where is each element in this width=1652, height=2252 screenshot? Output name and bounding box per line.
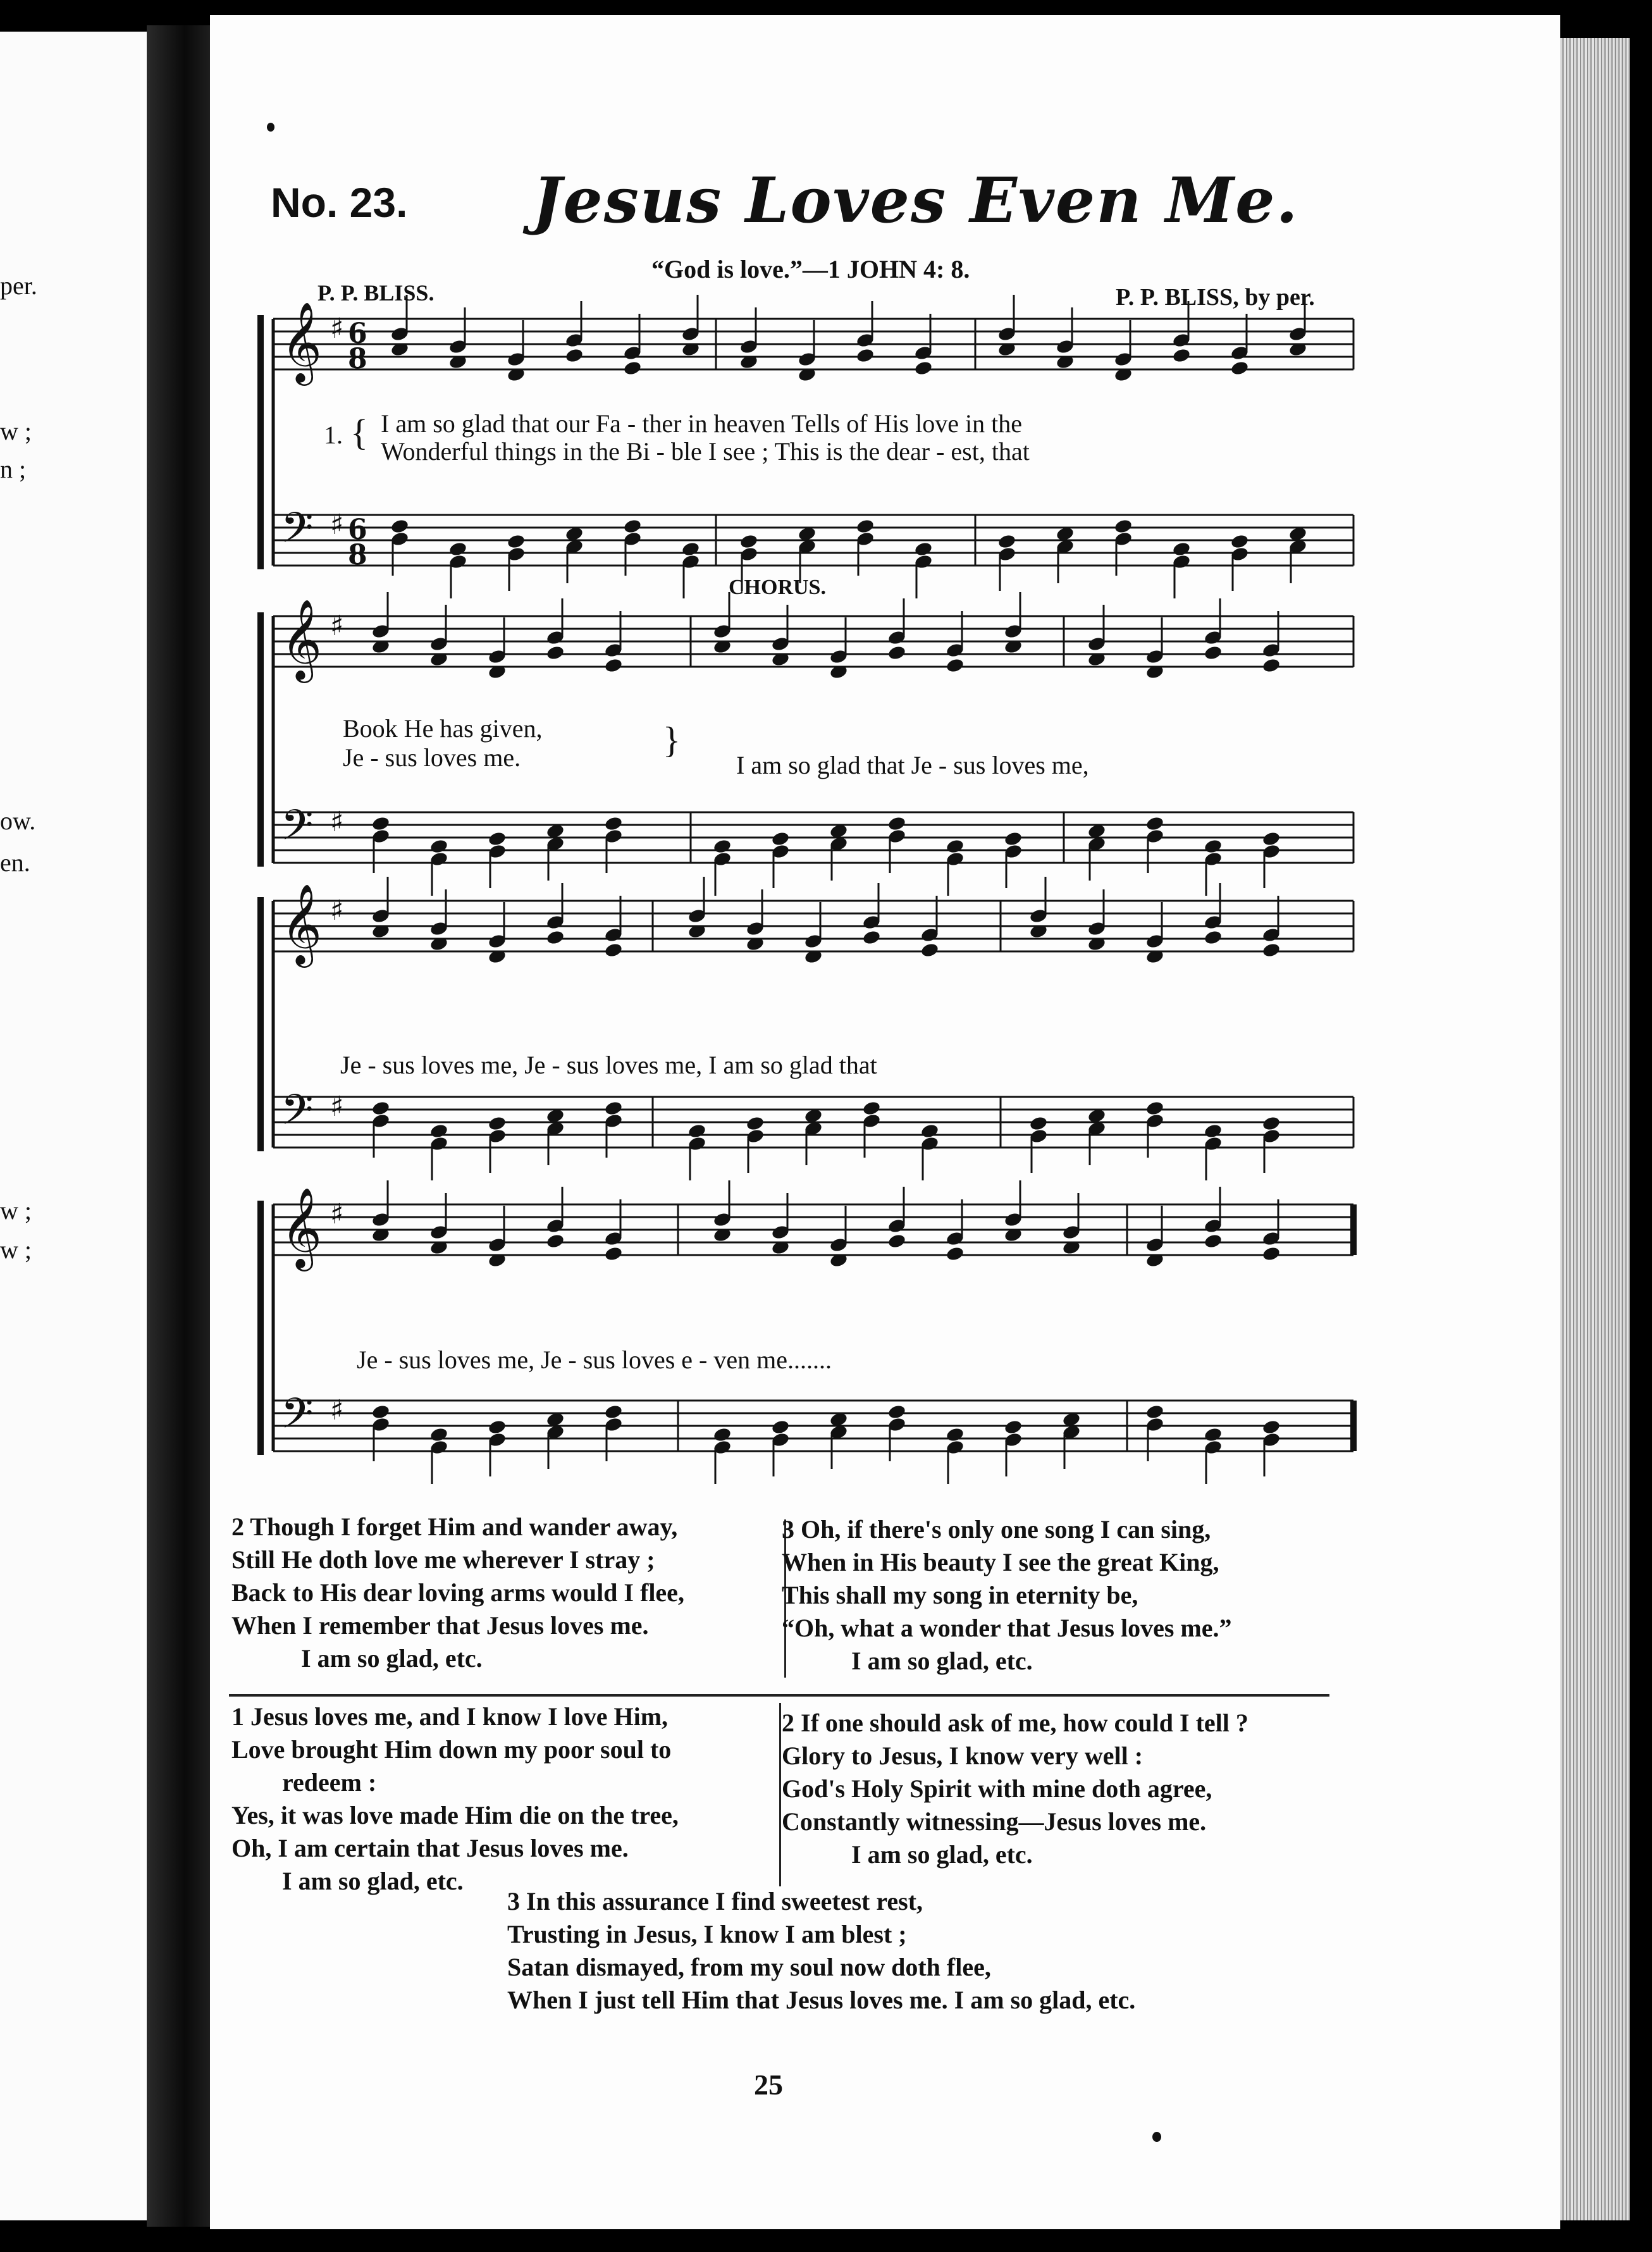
arranger-credit: P. P. BLISS, by per. bbox=[1116, 284, 1315, 311]
facing-page-fragment bbox=[0, 32, 147, 2220]
note-head bbox=[604, 815, 624, 832]
treble-clef: 𝄞 bbox=[281, 598, 323, 679]
note-head bbox=[771, 1419, 791, 1435]
note-head bbox=[371, 815, 391, 832]
note-head bbox=[681, 541, 701, 557]
stanza-line: Glory to Jesus, I know very well : bbox=[782, 1742, 1143, 1770]
note-head bbox=[1029, 1115, 1049, 1132]
note-head bbox=[1145, 1404, 1165, 1420]
lyric-line: Je - sus loves me, Je - sus loves me, I am so glad that bbox=[340, 1051, 877, 1079]
lyric-brace: } bbox=[663, 719, 681, 760]
note-head bbox=[1204, 645, 1223, 661]
stanza-line: When I remember that Jesus loves me. bbox=[231, 1611, 649, 1640]
fragment-text: per. bbox=[0, 271, 37, 300]
bass-clef: 𝄢 bbox=[281, 1086, 314, 1144]
bass-clef: 𝄢 bbox=[281, 801, 314, 860]
note-head bbox=[920, 942, 940, 958]
stanza-line: Oh, I am certain that Jesus loves me. bbox=[231, 1834, 629, 1862]
scripture-reference: “God is love.”—1 JOHN 4: 8. bbox=[651, 255, 970, 283]
note-head bbox=[488, 831, 507, 847]
book-gutter bbox=[147, 25, 210, 2227]
note-head bbox=[687, 1123, 707, 1139]
key-signature: ♯ bbox=[330, 312, 344, 345]
stanza-line: Back to His dear loving arms would I flee, bbox=[231, 1578, 684, 1607]
note-head bbox=[946, 1246, 965, 1262]
note-head bbox=[946, 838, 965, 855]
second-hymn-stanza-2 bbox=[782, 1707, 1248, 1871]
stanza-3 bbox=[782, 1513, 1232, 1678]
note-head bbox=[1204, 1233, 1223, 1249]
note-head bbox=[887, 1233, 907, 1249]
note-head bbox=[1230, 533, 1250, 550]
time-signature: 6 bbox=[348, 514, 367, 546]
note-head bbox=[429, 1426, 449, 1443]
note-head bbox=[507, 533, 526, 550]
note-head bbox=[739, 533, 759, 550]
note-head bbox=[565, 347, 584, 364]
note-head bbox=[546, 929, 565, 946]
note-head bbox=[390, 518, 410, 535]
note-head bbox=[887, 1404, 907, 1420]
key-signature: ♯ bbox=[330, 610, 344, 642]
time-signature: 8 bbox=[348, 343, 367, 375]
bass-clef: 𝄢 bbox=[281, 1389, 314, 1448]
stanza-line: Trusting in Jesus, I know I am blest ; bbox=[507, 1920, 907, 1948]
note-head bbox=[946, 1426, 965, 1443]
stanza-line: 2 If one should ask of me, how could I tell ? bbox=[782, 1709, 1248, 1737]
key-signature: ♯ bbox=[330, 806, 344, 838]
stanza-line: 3 Oh, if there's only one song I can sing, bbox=[782, 1515, 1211, 1544]
note-head bbox=[546, 645, 565, 661]
note-head bbox=[1204, 838, 1223, 855]
note-head bbox=[713, 838, 732, 855]
hymn-title: Jesus Loves Even Me. bbox=[533, 164, 1299, 237]
note-head bbox=[1262, 657, 1281, 674]
stanza-line: When in His beauty I see the great King, bbox=[782, 1548, 1219, 1576]
hymn-page bbox=[210, 15, 1560, 2229]
stanza-line: Still He doth love me wherever I stray ; bbox=[231, 1545, 655, 1574]
note-head bbox=[371, 1404, 391, 1420]
note-head bbox=[862, 929, 882, 946]
note-head bbox=[914, 541, 934, 557]
note-head bbox=[746, 1115, 765, 1132]
note-head bbox=[920, 1123, 940, 1139]
hymn-number: No. 23. bbox=[271, 179, 408, 226]
note-head bbox=[856, 518, 875, 535]
second-hymn-stanza-1 bbox=[231, 1700, 679, 1898]
treble-clef: 𝄞 bbox=[281, 883, 323, 964]
note-head bbox=[604, 1404, 624, 1420]
lyric-line: I am so glad that Je - sus loves me, bbox=[736, 751, 1089, 779]
note-head bbox=[1262, 942, 1281, 958]
note-head bbox=[1204, 929, 1223, 946]
note-head bbox=[371, 1100, 391, 1117]
stanza-2 bbox=[231, 1511, 684, 1675]
chorus-label: CHORUS. bbox=[729, 576, 826, 599]
note-head bbox=[862, 1100, 882, 1117]
composer-credit: P. P. BLISS. bbox=[317, 280, 435, 306]
key-signature: ♯ bbox=[330, 1198, 344, 1230]
note-head bbox=[1262, 831, 1281, 847]
lyric-brace: { bbox=[350, 412, 368, 453]
stanza-line: 3 In this assurance I find sweetest rest, bbox=[507, 1887, 923, 1915]
lyric-line: Wonderful things in the Bi - ble I see ; This is the dear - est, that bbox=[381, 437, 1030, 466]
note-head bbox=[1204, 1123, 1223, 1139]
note-head bbox=[946, 657, 965, 674]
stanza-refrain: I am so glad, etc. bbox=[851, 1840, 1033, 1869]
fragment-text: n ; bbox=[0, 455, 27, 483]
note-head bbox=[429, 1123, 449, 1139]
stanza-line: 2 Though I forget Him and wander away, bbox=[231, 1513, 678, 1541]
stanza-line: Constantly witnessing—Jesus loves me. bbox=[782, 1807, 1207, 1836]
note-head bbox=[914, 360, 934, 376]
fragment-text: ow. bbox=[0, 807, 36, 835]
treble-clef: 𝄞 bbox=[281, 301, 323, 382]
note-head bbox=[1204, 1426, 1223, 1443]
bass-clef: 𝄢 bbox=[281, 504, 314, 562]
stanza-refrain: I am so glad, etc. bbox=[851, 1647, 1033, 1675]
stanza-line: God's Holy Spirit with mine doth agree, bbox=[782, 1774, 1212, 1803]
note-head bbox=[604, 942, 624, 958]
note-head bbox=[1145, 1100, 1165, 1117]
note-head bbox=[1262, 1115, 1281, 1132]
note-head bbox=[997, 533, 1017, 550]
section-divider bbox=[229, 1694, 1329, 1697]
stanza-refrain: I am so glad, etc. bbox=[282, 1867, 464, 1895]
note-head bbox=[1230, 360, 1250, 376]
key-signature: ♯ bbox=[330, 894, 344, 927]
note-head bbox=[1262, 1246, 1281, 1262]
stanza-line: 1 Jesus loves me, and I know I love Him, bbox=[231, 1702, 669, 1731]
fragment-text: w ; bbox=[0, 417, 32, 445]
key-signature: ♯ bbox=[330, 1394, 344, 1426]
stanza-line: “Oh, what a wonder that Jesus loves me.” bbox=[782, 1614, 1232, 1642]
lyric-line: Je - sus loves me, Je - sus loves e - ven me....... bbox=[357, 1346, 832, 1374]
stanza-line: This shall my song in eternity be, bbox=[782, 1581, 1138, 1609]
note-head bbox=[1172, 347, 1192, 364]
note-head bbox=[887, 645, 907, 661]
page-edges bbox=[1560, 38, 1630, 2220]
lyric-line: Book He has given, bbox=[343, 714, 543, 743]
column-divider bbox=[779, 1703, 781, 1886]
stanza-line: redeem : bbox=[282, 1768, 377, 1797]
note-head bbox=[1004, 1419, 1023, 1435]
key-signature: ♯ bbox=[330, 1091, 344, 1123]
stanza-line: Satan dismayed, from my soul now doth flee, bbox=[507, 1953, 991, 1981]
note-head bbox=[429, 838, 449, 855]
note-head bbox=[771, 831, 791, 847]
key-signature: ♯ bbox=[330, 509, 344, 541]
note-head bbox=[1262, 1419, 1281, 1435]
note-head bbox=[623, 518, 643, 535]
note-head bbox=[604, 1100, 624, 1117]
note-head bbox=[623, 360, 643, 376]
note-head bbox=[1004, 831, 1023, 847]
note-head bbox=[604, 1246, 624, 1262]
time-signature: 6 bbox=[348, 318, 367, 350]
note-head bbox=[488, 1419, 507, 1435]
fragment-text: w ; bbox=[0, 1235, 32, 1264]
note-head bbox=[604, 657, 624, 674]
note-head bbox=[1114, 518, 1133, 535]
note-head bbox=[546, 1233, 565, 1249]
note-head bbox=[887, 815, 907, 832]
note-head bbox=[1172, 541, 1192, 557]
verse-number: 1. bbox=[324, 421, 343, 449]
fragment-text: w ; bbox=[0, 1196, 32, 1225]
stanza-refrain: I am so glad, etc. bbox=[301, 1644, 483, 1673]
lyric-line: I am so glad that our Fa - ther in heaven Tells of His love in the bbox=[381, 409, 1023, 438]
note-head bbox=[856, 347, 875, 364]
note-head bbox=[448, 541, 468, 557]
note-head bbox=[713, 1426, 732, 1443]
stanza-line: Yes, it was love made Him die on the tree, bbox=[231, 1801, 679, 1829]
note-head bbox=[1145, 815, 1165, 832]
treble-clef: 𝄞 bbox=[281, 1187, 323, 1268]
fragment-text: en. bbox=[0, 848, 30, 877]
second-hymn-stanza-3 bbox=[507, 1885, 1135, 2017]
stanza-line: Love brought Him down my poor soul to bbox=[231, 1735, 672, 1764]
ink-dot bbox=[1152, 2132, 1161, 2142]
note-head bbox=[488, 1115, 507, 1132]
lyric-line: Je - sus loves me. bbox=[343, 743, 521, 772]
stanza-line: When I just tell Him that Jesus loves me. I am so glad, etc. bbox=[507, 1986, 1136, 2014]
time-signature: 8 bbox=[348, 539, 367, 571]
page-number: 25 bbox=[754, 2069, 783, 2101]
